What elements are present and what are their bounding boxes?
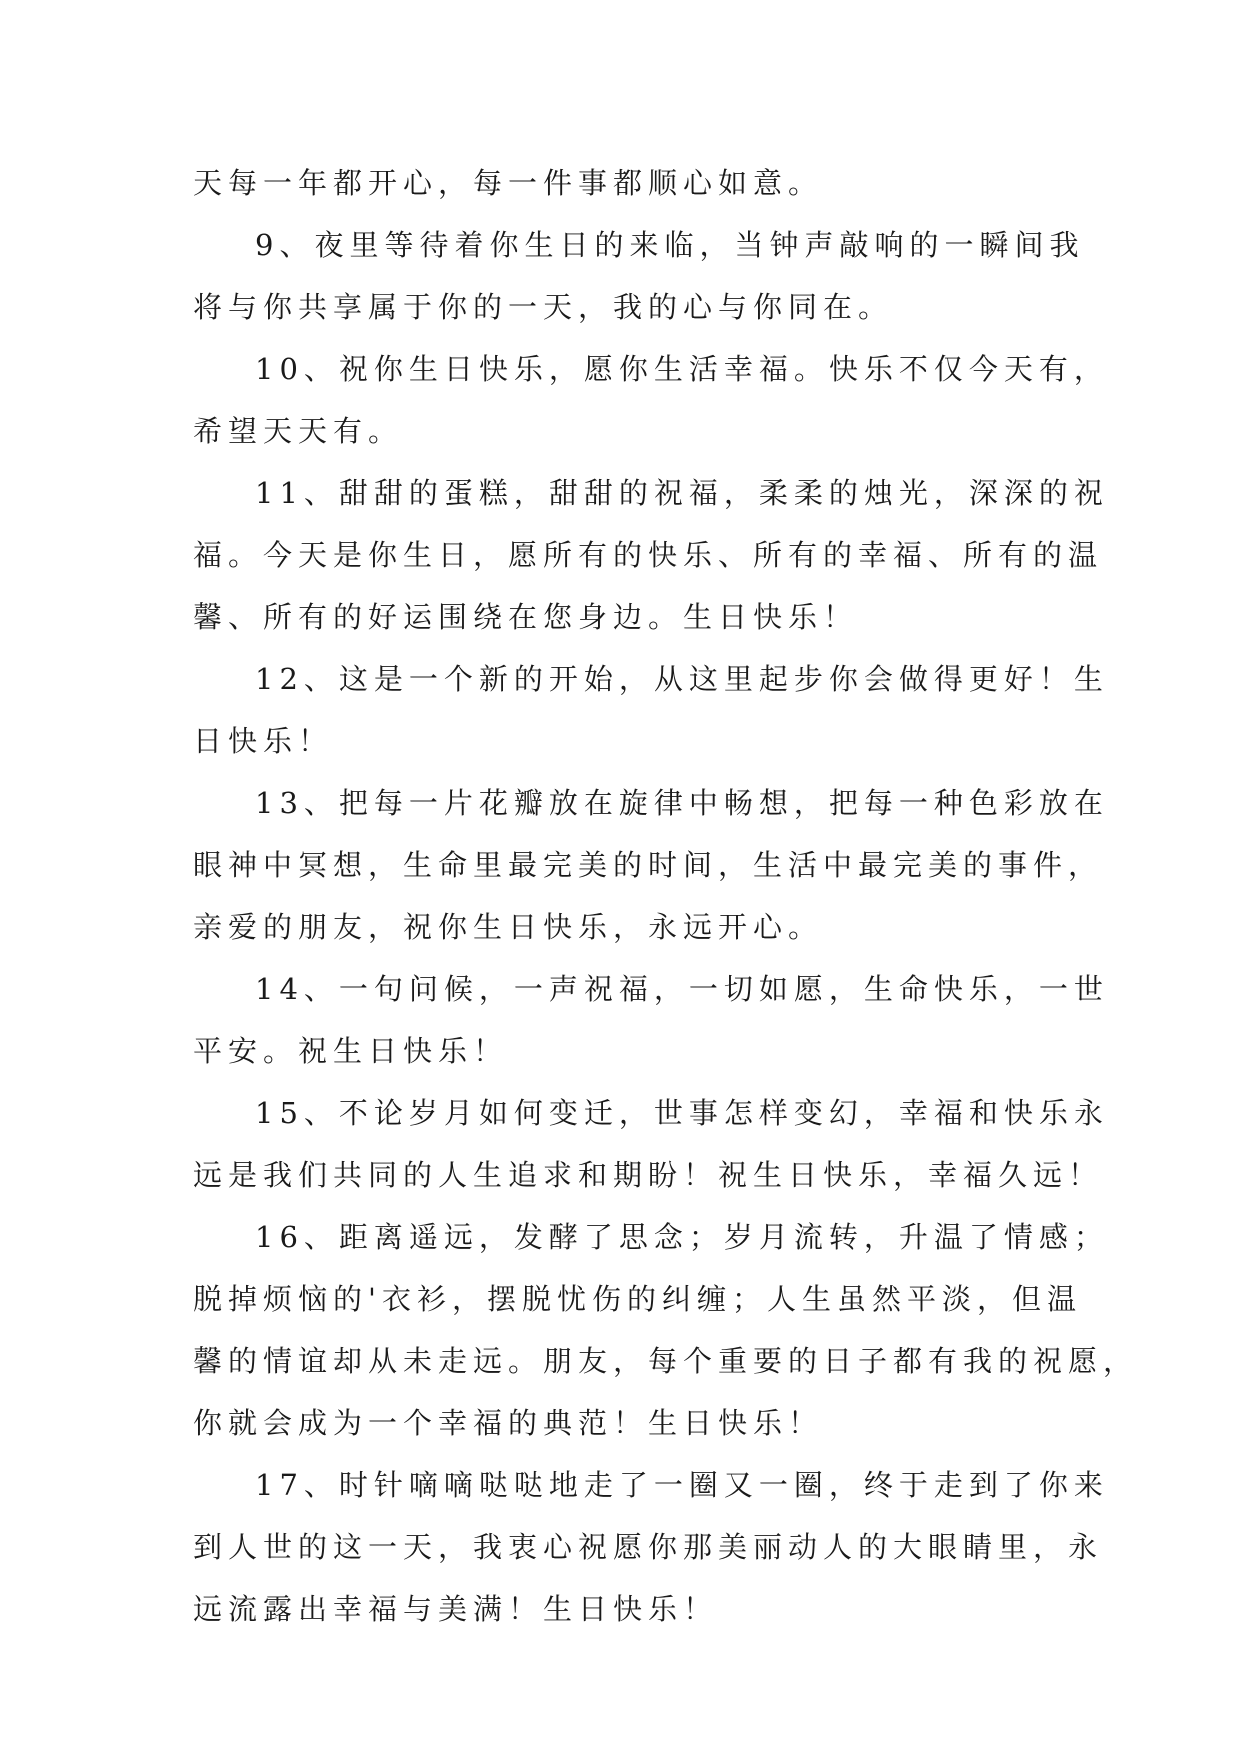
- text-line: 到人世的这一天，我衷心祝愿你那美丽动人的大眼睛里，永: [193, 1530, 1104, 1564]
- text-line: 远流露出幸福与美满！生日快乐！: [193, 1592, 719, 1626]
- text-line: 17、时针嘀嘀哒哒地走了一圈又一圈，终于走到了你来: [255, 1468, 1109, 1502]
- text-line: 眼神中冥想，生命里最完美的时间，生活中最完美的事件，: [193, 848, 1104, 882]
- text-line: 13、把每一片花瓣放在旋律中畅想，把每一种色彩放在: [255, 786, 1109, 820]
- text-line: 16、距离遥远，发酵了思念；岁月流转，升温了情感；: [255, 1220, 1109, 1254]
- text-line: 福。今天是你生日，愿所有的快乐、所有的幸福、所有的温: [193, 538, 1104, 572]
- text-line: 将与你共享属于你的一天，我的心与你同在。: [193, 290, 894, 324]
- text-line: 远是我们共同的人生追求和期盼！祝生日快乐，幸福久远！: [193, 1158, 1104, 1192]
- text-line: 脱掉烦恼的'衣衫，摆脱忧伤的纠缠；人生虽然平淡，但温: [193, 1282, 1082, 1316]
- text-line: 馨、所有的好运围绕在您身边。生日快乐！: [193, 600, 859, 634]
- text-line: 天每一年都开心，每一件事都顺心如意。: [193, 166, 824, 200]
- text-line: 14、一句问候，一声祝福，一切如愿，生命快乐，一世: [255, 972, 1109, 1006]
- text-line: 12、这是一个新的开始，从这里起步你会做得更好！生: [255, 662, 1109, 696]
- text-line: 平安。祝生日快乐！: [193, 1034, 509, 1068]
- text-line: 10、祝你生日快乐，愿你生活幸福。快乐不仅今天有，: [255, 352, 1109, 386]
- text-line: 亲爱的朋友，祝你生日快乐，永远开心。: [193, 910, 824, 944]
- text-line: 希望天天有。: [193, 414, 404, 448]
- text-line: 11、甜甜的蛋糕，甜甜的祝福，柔柔的烛光，深深的祝: [255, 476, 1109, 510]
- text-line: 馨的情谊却从未走远。朋友，每个重要的日子都有我的祝愿，: [193, 1344, 1139, 1378]
- text-line: 日快乐！: [193, 724, 334, 758]
- text-line: 你就会成为一个幸福的典范！生日快乐！: [193, 1406, 824, 1440]
- text-line: 15、不论岁月如何变迁，世事怎样变幻，幸福和快乐永: [255, 1096, 1109, 1130]
- text-line: 9、夜里等待着你生日的来临，当钟声敲响的一瞬间我: [255, 228, 1085, 262]
